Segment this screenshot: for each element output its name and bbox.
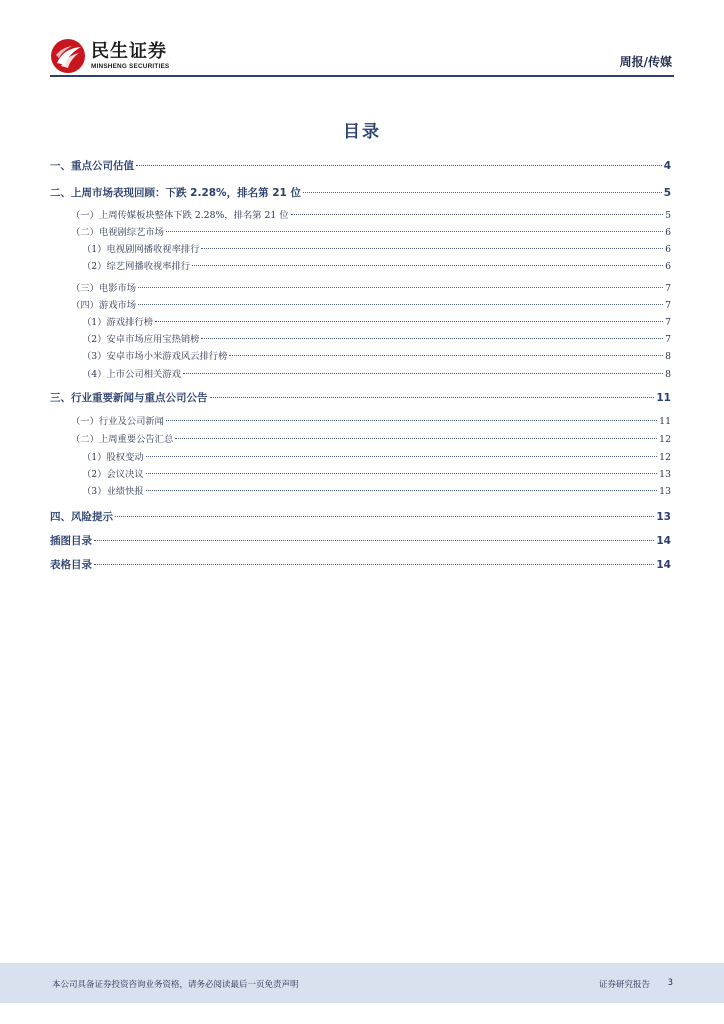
company-logo: [50, 36, 169, 76]
toc-entry-page: 6: [665, 227, 671, 238]
toc-entry-label: （2）综艺网播收视率排行: [82, 261, 191, 272]
toc-dot-leader: [166, 231, 663, 232]
toc-entry-label: （二）上周重要公告汇总: [71, 434, 174, 445]
page-header: [0, 0, 724, 80]
toc-entry-label: 表格目录: [50, 559, 92, 571]
toc-entry-label: 三、行业重要新闻与重点公司公告: [50, 392, 208, 404]
toc-dot-leader: [210, 397, 655, 398]
toc-entry-page: 8: [665, 369, 671, 380]
toc-entry-page: 13: [656, 511, 671, 523]
toc-entry[interactable]: [50, 241, 671, 255]
toc-title: 目录: [343, 122, 381, 142]
toc-entry-label: （3）安卓市场小米游戏风云排行榜: [82, 351, 228, 362]
toc-entry[interactable]: [50, 280, 671, 294]
toc-entry-label: （1）电视剧网播收视率排行: [82, 244, 200, 255]
toc-entry[interactable]: [50, 314, 671, 328]
toc-dot-leader: [183, 373, 663, 374]
toc-entry[interactable]: [50, 207, 671, 221]
toc-dot-leader: [166, 420, 657, 421]
toc-dot-leader: [94, 564, 654, 565]
logo-chinese-name: 民生证券: [91, 40, 167, 62]
toc-entry-page: 13: [659, 469, 671, 480]
toc-dot-leader: [303, 192, 662, 193]
toc-entry-label: （一）上周传媒板块整体下跌 2.28%，排名第 21 位: [71, 210, 289, 221]
toc-dot-leader: [146, 456, 657, 457]
toc-entry-page: 13: [659, 486, 671, 497]
toc-dot-leader: [291, 214, 664, 215]
toc-entry[interactable]: [50, 466, 671, 480]
toc-entry-label: （4）上市公司相关游戏: [82, 369, 181, 380]
footer-doc-type: 证券研究报告: [598, 980, 650, 990]
toc-entry-label: （一）行业及公司新闻: [71, 416, 164, 427]
toc-dot-leader: [155, 321, 663, 322]
toc-entry[interactable]: [50, 557, 671, 572]
toc-entry-page: 6: [665, 244, 671, 255]
toc-entry-label: （1）股权变动: [82, 452, 144, 463]
toc-dot-leader: [175, 438, 657, 439]
toc-dot-leader: [138, 287, 663, 288]
header-divider: [50, 75, 674, 77]
toc-entry-label: （四）游戏市场: [71, 300, 137, 311]
toc-entry-page: 4: [663, 160, 671, 172]
toc-entry-label: （1）游戏排行榜: [82, 317, 153, 328]
toc-dot-leader: [192, 265, 663, 266]
toc-dot-leader: [115, 516, 654, 517]
toc-entry[interactable]: [50, 509, 671, 524]
toc-dot-leader: [146, 473, 657, 474]
toc-entry-page: 7: [665, 334, 671, 345]
logo-english-name: MINSHENG SECURITIES: [91, 62, 170, 70]
toc-entry-page: 7: [665, 317, 671, 328]
toc-entry-label: 四、风险提示: [50, 511, 113, 523]
toc-entry-page: 12: [659, 452, 671, 463]
toc-entry-label: 二、上周市场表现回顾：下跌 2.28%，排名第 21 位: [50, 187, 302, 199]
toc-entry-label: （3）业绩快报: [82, 486, 144, 497]
toc-dot-leader: [138, 304, 663, 305]
page-number: 3: [667, 978, 673, 988]
toc-entry[interactable]: [50, 258, 671, 272]
toc-entry-page: 7: [665, 300, 671, 311]
toc-entry[interactable]: [50, 331, 671, 345]
toc-entry[interactable]: [50, 533, 671, 548]
toc-entry[interactable]: [50, 413, 671, 427]
toc-entry[interactable]: [50, 224, 671, 238]
toc-dot-leader: [201, 338, 663, 339]
toc-entry-page: 5: [665, 210, 671, 221]
toc-dot-leader: [229, 355, 663, 356]
toc-entry[interactable]: [50, 431, 671, 445]
toc-entry-page: 6: [665, 261, 671, 272]
toc-entry-page: 11: [656, 392, 671, 404]
toc-entry-label: （2）安卓市场应用宝热销榜: [82, 334, 200, 345]
toc-entry[interactable]: [50, 449, 671, 463]
toc-entry-label: （二）电视剧综艺市场: [71, 227, 164, 238]
toc-entry[interactable]: [50, 158, 671, 173]
toc-dot-leader: [201, 248, 663, 249]
footer-disclaimer: 本公司具备证券投资咨询业务资格，请务必阅读最后一页免责声明: [52, 980, 299, 990]
toc-entry[interactable]: [50, 366, 671, 380]
toc-entry-label: 插图目录: [50, 535, 92, 547]
toc-entry-page: 5: [663, 187, 671, 199]
toc-entry-page: 14: [656, 559, 671, 571]
toc-entry-page: 14: [656, 535, 671, 547]
toc-dot-leader: [136, 165, 662, 166]
toc-entry-label: （三）电影市场: [71, 283, 137, 294]
toc-entry-label: 一、重点公司估值: [50, 160, 134, 172]
toc-entry-label: （2）会议决议: [82, 469, 144, 480]
toc-dot-leader: [94, 540, 654, 541]
toc-entry[interactable]: [50, 297, 671, 311]
toc-entry[interactable]: [50, 483, 671, 497]
toc-entry-page: 7: [665, 283, 671, 294]
page-footer: [0, 963, 724, 1003]
toc-entry[interactable]: [50, 390, 671, 405]
toc-entry[interactable]: [50, 348, 671, 362]
toc-entry-page: 8: [665, 351, 671, 362]
toc-entry[interactable]: [50, 185, 671, 200]
toc-entry-page: 12: [659, 434, 671, 445]
toc-entry-page: 11: [659, 416, 671, 427]
report-category: 周报/传媒: [619, 55, 672, 69]
toc-dot-leader: [146, 490, 657, 491]
minsheng-logo-icon: [50, 38, 86, 74]
